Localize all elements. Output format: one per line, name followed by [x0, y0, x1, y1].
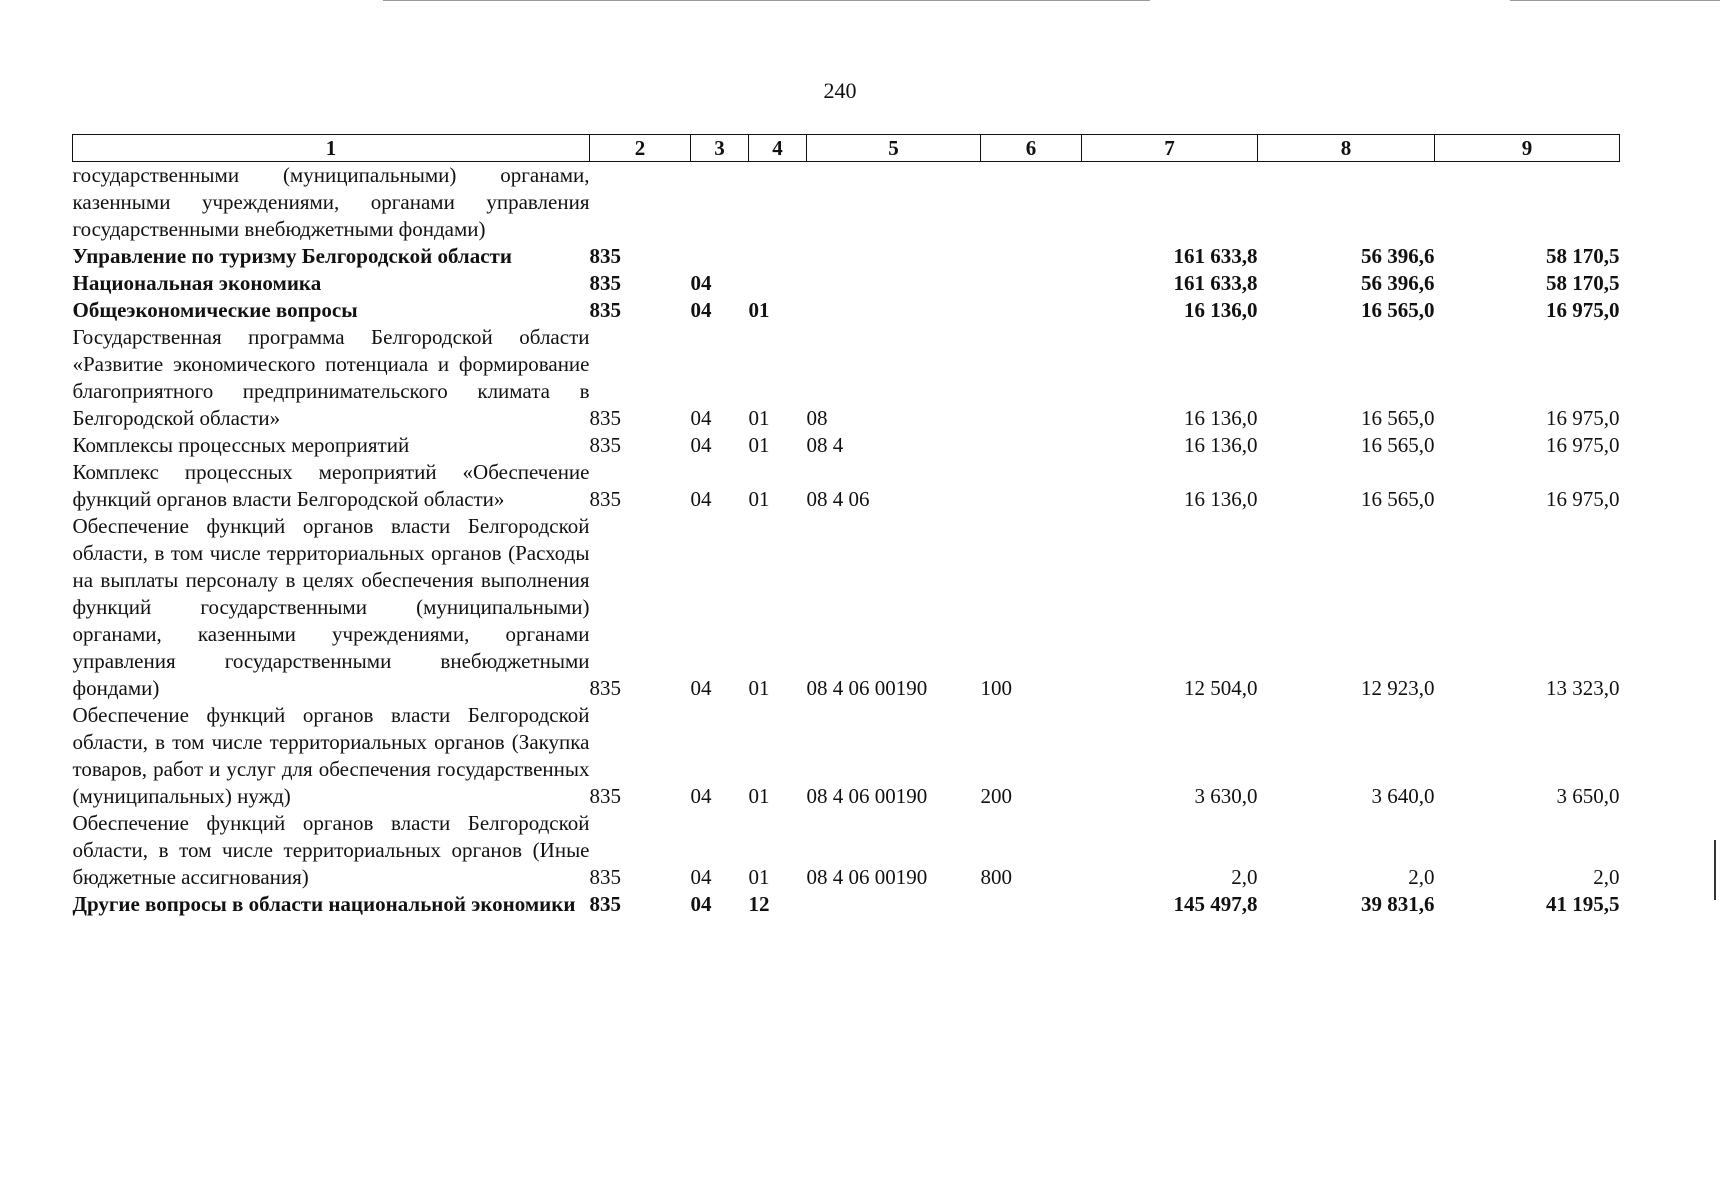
row-amount-year1-cell: 16 136,0 — [1184, 487, 1258, 511]
row-target-article-cell: 08 4 — [806, 433, 844, 457]
scan-edge-mark — [1714, 840, 1716, 900]
row-name-cell: Национальная экономика — [72, 271, 322, 295]
row-name-cell: Другие вопросы в области национальной экономики — [72, 892, 576, 916]
table-row — [73, 324, 1620, 432]
table-header-row — [73, 135, 1620, 162]
row-amount-year1-cell: 3 630,0 — [1194, 784, 1258, 808]
row-section-code-cell — [691, 162, 749, 244]
row-amount-year2-cell: 16 565,0 — [1361, 487, 1435, 511]
table-row — [73, 702, 1620, 810]
header-col-6: 6 — [981, 135, 1082, 162]
row-ministry-code-cell: 835 — [589, 244, 621, 268]
row-expense-type-cell — [981, 891, 1082, 918]
row-expense-type-cell: 200 — [980, 784, 1012, 808]
table-row — [73, 270, 1620, 297]
row-name-cell: Обеспечение функций органов власти Белгородской области, в том числе территориальных органов (Расходы на выплаты персоналу в целях обеспечения выполнения функций государственными (муниципальными) органами, казенными учреждениями, органами управления государственными внебюджетными фондами) — [72, 514, 590, 700]
row-name-cell: Комплексы процессных мероприятий — [72, 433, 410, 457]
row-ministry-code-cell — [590, 162, 691, 244]
row-amount-year3-cell — [1435, 162, 1620, 244]
row-section-code-cell: 04 — [690, 487, 712, 511]
row-name-cell: государственными (муниципальными) органами, казенными учреждениями, органами управления государственными внебюджетными фондами) — [72, 163, 590, 241]
row-ministry-code-cell: 835 — [589, 487, 621, 511]
header-col-4: 4 — [749, 135, 807, 162]
row-amount-year2-cell: 39 831,6 — [1361, 892, 1435, 916]
row-amount-year2-cell: 3 640,0 — [1371, 784, 1435, 808]
row-subsection-code-cell — [749, 270, 807, 297]
row-target-article-cell — [807, 297, 981, 324]
row-target-article-cell: 08 4 06 00190 — [806, 865, 928, 889]
row-target-article-cell — [807, 891, 981, 918]
row-amount-year3-cell: 3 650,0 — [1556, 784, 1620, 808]
row-section-code-cell: 04 — [690, 784, 712, 808]
row-amount-year3-cell: 16 975,0 — [1546, 433, 1620, 457]
row-ministry-code-cell: 835 — [589, 406, 621, 430]
row-target-article-cell: 08 4 06 00190 — [806, 676, 928, 700]
scan-artifact-line — [1510, 0, 1720, 1]
row-amount-year1-cell: 16 136,0 — [1184, 406, 1258, 430]
row-amount-year1-cell: 16 136,0 — [1184, 298, 1258, 322]
row-target-article-cell: 08 — [806, 406, 828, 430]
row-target-article-cell: 08 4 06 — [806, 487, 870, 511]
row-amount-year1-cell: 161 633,8 — [1173, 271, 1258, 295]
row-amount-year3-cell: 16 975,0 — [1546, 298, 1620, 322]
row-expense-type-cell — [981, 324, 1082, 432]
row-amount-year2-cell: 16 565,0 — [1361, 298, 1435, 322]
row-amount-year3-cell: 41 195,5 — [1546, 892, 1620, 916]
table-row — [73, 459, 1620, 513]
row-expense-type-cell — [981, 270, 1082, 297]
row-amount-year1-cell: 161 633,8 — [1173, 244, 1258, 268]
row-subsection-code-cell: 01 — [748, 784, 770, 808]
row-amount-year1-cell: 2,0 — [1231, 865, 1258, 889]
row-section-code-cell: 04 — [690, 406, 712, 430]
row-section-code-cell: 04 — [690, 676, 712, 700]
row-expense-type-cell — [981, 432, 1082, 459]
row-expense-type-cell — [981, 243, 1082, 270]
row-subsection-code-cell: 01 — [748, 298, 770, 322]
header-col-1: 1 — [73, 135, 590, 162]
table-row — [73, 162, 1620, 244]
row-ministry-code-cell: 835 — [589, 298, 621, 322]
table-row — [73, 243, 1620, 270]
row-amount-year1-cell — [1082, 162, 1258, 244]
row-subsection-code-cell: 01 — [748, 676, 770, 700]
row-section-code-cell — [691, 243, 749, 270]
row-section-code-cell: 04 — [690, 271, 712, 295]
row-ministry-code-cell: 835 — [589, 865, 621, 889]
row-section-code-cell: 04 — [690, 298, 712, 322]
header-col-9: 9 — [1435, 135, 1620, 162]
row-name-cell: Обеспечение функций органов власти Белгородской области, в том числе территориальных органов (Закупка товаров, работ и услуг для обеспечения государственных (муниципальных) нужд) — [72, 703, 590, 808]
row-subsection-code-cell — [749, 162, 807, 244]
row-name-cell: Государственная программа Белгородской области «Развитие экономического потенциала и формирование благоприятного предпринимательского климата в Белгородской области» — [72, 325, 590, 430]
header-col-8: 8 — [1258, 135, 1435, 162]
row-subsection-code-cell — [749, 243, 807, 270]
row-ministry-code-cell: 835 — [589, 271, 621, 295]
row-subsection-code-cell: 12 — [748, 892, 770, 916]
row-expense-type-cell — [981, 162, 1082, 244]
row-subsection-code-cell: 01 — [748, 487, 770, 511]
budget-table — [72, 134, 1620, 918]
row-amount-year2-cell: 16 565,0 — [1361, 433, 1435, 457]
row-amount-year2-cell: 2,0 — [1408, 865, 1435, 889]
row-target-article-cell — [807, 243, 981, 270]
row-target-article-cell — [807, 270, 981, 297]
row-subsection-code-cell: 01 — [748, 433, 770, 457]
row-expense-type-cell — [981, 297, 1082, 324]
row-amount-year2-cell: 56 396,6 — [1361, 271, 1435, 295]
row-amount-year3-cell: 16 975,0 — [1546, 406, 1620, 430]
row-amount-year3-cell: 2,0 — [1593, 865, 1620, 889]
row-section-code-cell: 04 — [690, 433, 712, 457]
row-name-cell: Обеспечение функций органов власти Белгородской области, в том числе территориальных органов (Иные бюджетные ассигнования) — [72, 811, 590, 889]
row-name-cell: Комплекс процессных мероприятий «Обеспечение функций органов власти Белгородской области» — [72, 460, 590, 511]
header-col-5: 5 — [807, 135, 981, 162]
row-ministry-code-cell: 835 — [589, 784, 621, 808]
row-section-code-cell: 04 — [690, 865, 712, 889]
row-target-article-cell: 08 4 06 00190 — [806, 784, 928, 808]
row-section-code-cell: 04 — [690, 892, 712, 916]
row-amount-year2-cell — [1258, 162, 1435, 244]
header-col-7: 7 — [1082, 135, 1258, 162]
row-target-article-cell — [807, 162, 981, 244]
page-number: 240 — [823, 78, 857, 103]
row-expense-type-cell — [981, 459, 1082, 513]
table-row — [73, 891, 1620, 918]
table-row — [73, 810, 1620, 891]
row-amount-year2-cell: 16 565,0 — [1361, 406, 1435, 430]
table-row — [73, 513, 1620, 702]
row-amount-year2-cell: 56 396,6 — [1361, 244, 1435, 268]
row-name-cell: Управление по туризму Белгородской области — [72, 244, 512, 268]
row-amount-year3-cell: 16 975,0 — [1546, 487, 1620, 511]
table-row — [73, 297, 1620, 324]
row-amount-year1-cell: 12 504,0 — [1184, 676, 1258, 700]
row-amount-year1-cell: 145 497,8 — [1173, 892, 1258, 916]
table-body — [73, 162, 1620, 919]
row-expense-type-cell: 100 — [980, 676, 1012, 700]
row-amount-year3-cell: 13 323,0 — [1546, 676, 1620, 700]
row-subsection-code-cell: 01 — [748, 406, 770, 430]
row-amount-year1-cell: 16 136,0 — [1184, 433, 1258, 457]
row-amount-year3-cell: 58 170,5 — [1546, 244, 1620, 268]
row-amount-year2-cell: 12 923,0 — [1361, 676, 1435, 700]
row-ministry-code-cell: 835 — [589, 433, 621, 457]
row-amount-year3-cell: 58 170,5 — [1546, 271, 1620, 295]
scan-artifact-line — [383, 0, 1150, 1]
row-ministry-code-cell: 835 — [589, 676, 621, 700]
header-col-2: 2 — [590, 135, 691, 162]
row-name-cell: Общеэкономические вопросы — [72, 298, 358, 322]
row-expense-type-cell: 800 — [980, 865, 1012, 889]
table-row — [73, 432, 1620, 459]
header-col-3: 3 — [691, 135, 749, 162]
row-subsection-code-cell: 01 — [748, 865, 770, 889]
row-ministry-code-cell: 835 — [589, 892, 621, 916]
